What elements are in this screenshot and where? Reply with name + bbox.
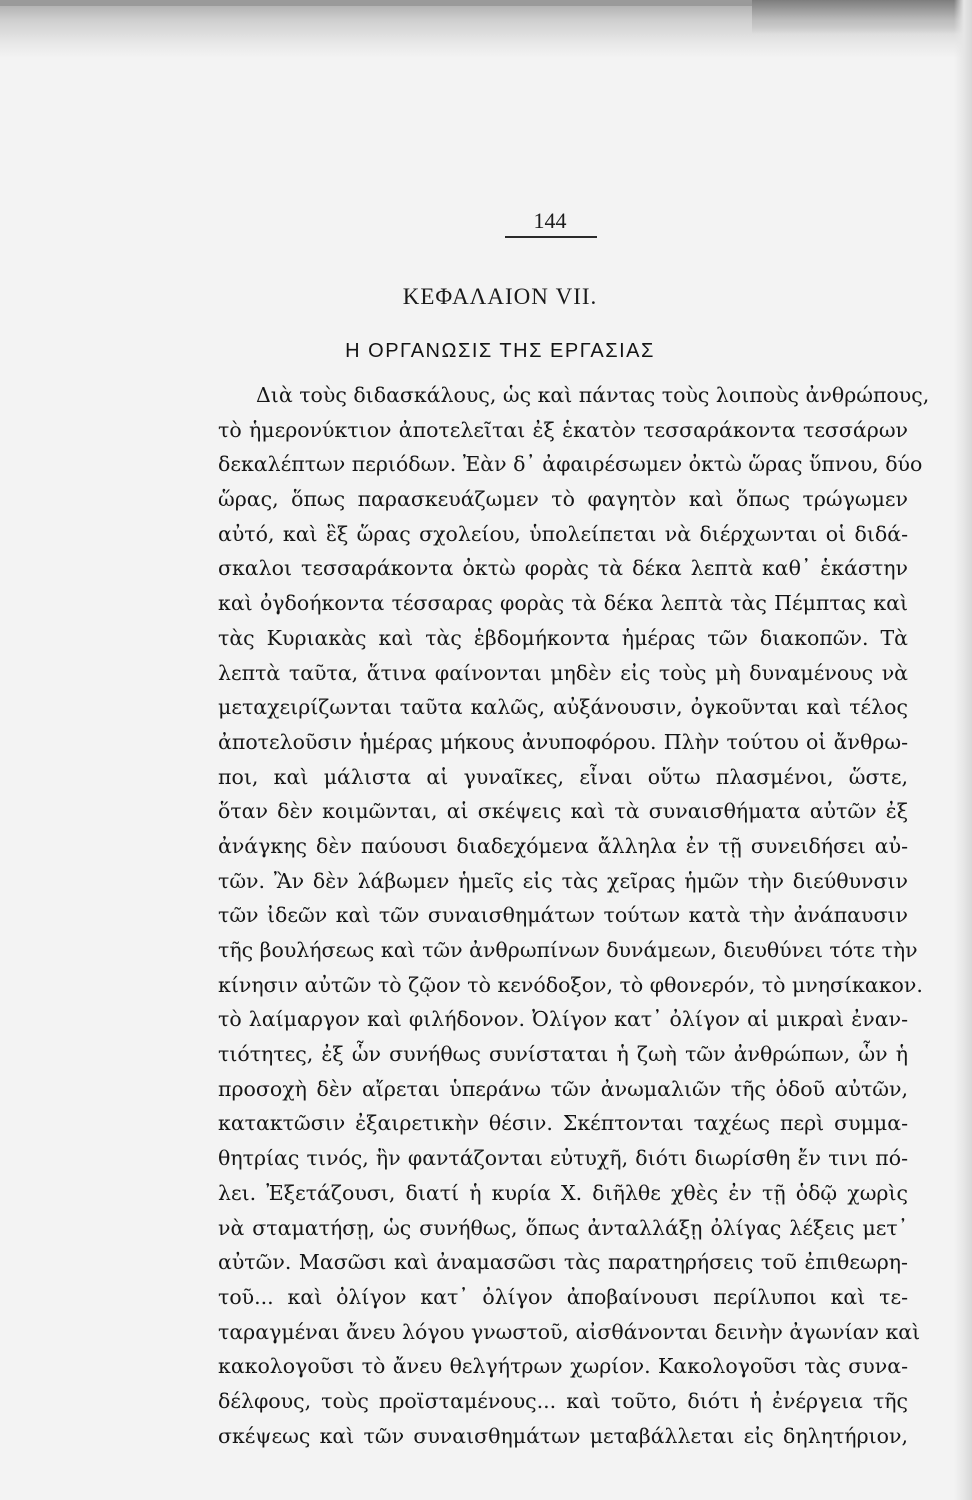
text-line: αὐτό, καὶ ἓξ ὥρας σχολείου, ὑπολείπεται νὰ διέρχωνται οἱ διδά- (218, 521, 908, 546)
text-line: ταραγμέναι ἄνευ λόγου γνωστοῦ, αἰσθάνονται δεινὴν ἀγωνίαν καὶ (218, 1319, 921, 1344)
text-line: νὰ σταματήσῃ, ὡς συνήθως, ὅπως ἀνταλλάξῃ ὀλίγας λέξεις μετ᾽ (218, 1215, 908, 1240)
text-line: λει. Ἐξετάζουσι, διατί ἡ κυρία Χ. διῆλθε χθὲς ἐν τῇ ὁδῷ χωρὶς (218, 1180, 908, 1205)
text-line: τοῦ... καὶ ὀλίγον κατ᾽ ὀλίγον ἀποβαίνουσι περίλυποι καὶ τε- (218, 1284, 908, 1309)
text-line: ὥρας, ὅπως παρασκευάζωμεν τὸ φαγητὸν καὶ ὅπως τρώγωμεν (218, 487, 908, 512)
text-line: Διὰ τοὺς διδασκάλους, ὡς καὶ πάντας τοὺς λοιποὺς ἀνθρώπους, (256, 383, 930, 407)
text-line: μεταχειρίζωνται ταῦτα καλῶς, αὐξάνουσιν, ὀγκοῦνται καὶ τέλος (218, 695, 908, 720)
text-line: τὸ ἡμερονύκτιον ἀποτελεῖται ἐξ ἑκατὸν τεσσαράκοντα τεσσάρων (218, 417, 908, 442)
text-line: ὅταν δὲν κοιμῶνται, αἱ σκέψεις καὶ τὰ συναισθήματα αὐτῶν ἐξ (218, 799, 908, 824)
text-line: τῶν. Ἂν δὲν λάβωμεν ἡμεῖς εἰς τὰς χεῖρας ἡμῶν τὴν διεύθυνσιν (218, 868, 908, 893)
text-line: λεπτὰ ταῦτα, ἅτινα φαίνονται μηδὲν εἰς τοὺς μὴ δυναμένους νὰ (218, 660, 908, 685)
text-line: ἀνάγκης δὲν παύουσι διαδεχόμενα ἄλληλα ἐν τῇ συνειδήσει αὐ- (218, 833, 908, 858)
text-line: τῶν ἰδεῶν καὶ τῶν συναισθημάτων τούτων κατὰ τὴν ἀνάπαυσιν (218, 903, 908, 928)
text-line: δεκαλέπτων περιόδων. Ἐὰν δ᾽ ἀφαιρέσωμεν ὀκτὼ ὥρας ὕπνου, δύο (218, 452, 923, 477)
scan-top-shadow (0, 0, 972, 58)
text-line: τὸ λαίμαργον καὶ φιλήδονον. Ὀλίγον κατ᾽ ὀλίγον αἱ μικραὶ ἐναν- (218, 1007, 908, 1032)
text-line: τὰς Κυριακὰς καὶ τὰς ἑβδομήκοντα ἡμέρας τῶν διακοπῶν. Τὰ (218, 625, 908, 650)
text-line: κίνησιν αὐτῶν τὸ ζῷον τὸ κενόδοξον, τὸ φθονερόν, τὸ μνησίκακον. (218, 972, 923, 997)
scan-right-shadow (954, 0, 972, 1500)
text-line: τιότητες, ἐξ ὧν συνήθως συνίσταται ἡ ζωὴ τῶν ἀνθρώπων, ὧν ἡ (218, 1042, 908, 1067)
text-line: κακολογοῦσι τὸ ἄνευ θελγήτρων χωρίον. Κακολογοῦσι τὰς συνα- (218, 1354, 908, 1379)
text-line: θητρίας τινός, ἣν φαντάζονται εὐτυχῆ, διότι διωρίσθη ἔν τινι πό- (218, 1146, 908, 1171)
text-line: ἀποτελοῦσιν ἡμέρας μήκους ἀνυποφόρου. Πλὴν τούτου οἱ ἄνθρω- (218, 729, 908, 754)
text-line: σκαλοι τεσσαράκοντα ὀκτὼ φορὰς τὰ δέκα λεπτὰ καθ᾽ ἑκάστην (218, 556, 908, 581)
text-line: ποι, καὶ μάλιστα αἱ γυναῖκες, εἶναι οὕτω πλασμένοι, ὥστε, (218, 764, 908, 789)
page-number-rule (505, 236, 597, 238)
body-text (218, 378, 930, 1453)
text-line: καὶ ὀγδοήκοντα τέσσαρας φορὰς τὰ δέκα λεπτὰ τὰς Πέμπτας καὶ (218, 591, 908, 616)
text-line: τῆς βουλήσεως καὶ τῶν ἀνθρωπίνων δυνάμεων, διευθύνει τότε τὴν (218, 938, 918, 962)
text-line: αὐτῶν. Μασῶσι καὶ ἀναμασῶσι τὰς παρατηρήσεις τοῦ ἐπιθεωρη- (218, 1250, 908, 1275)
section-title: Η ΟΡΓΑΝΩΣΙΣ ΤΗΣ ΕΡΓΑΣΙΑΣ (345, 340, 655, 362)
chapter-heading: ΚΕΦΑΛΑΙΟΝ VII. (402, 284, 598, 309)
text-line: προσοχὴ δὲν αἴρεται ὑπεράνω τῶν ἀνωμαλιῶν τῆς ὁδοῦ αὐτῶν, (218, 1076, 908, 1101)
text-line: κατακτῶσιν ἐξαιρετικὴν θέσιν. Σκέπτονται ταχέως περὶ συμμα- (218, 1111, 908, 1136)
text-line: δέλφους, τοὺς προϊσταμένους... καὶ τοῦτο, διότι ἡ ἐνέργεια τῆς (218, 1388, 908, 1413)
text-line: σκέψεως καὶ τῶν συναισθημάτων μεταβάλλεται εἰς δηλητήριον, (218, 1423, 908, 1448)
page-number: 144 (533, 208, 567, 233)
